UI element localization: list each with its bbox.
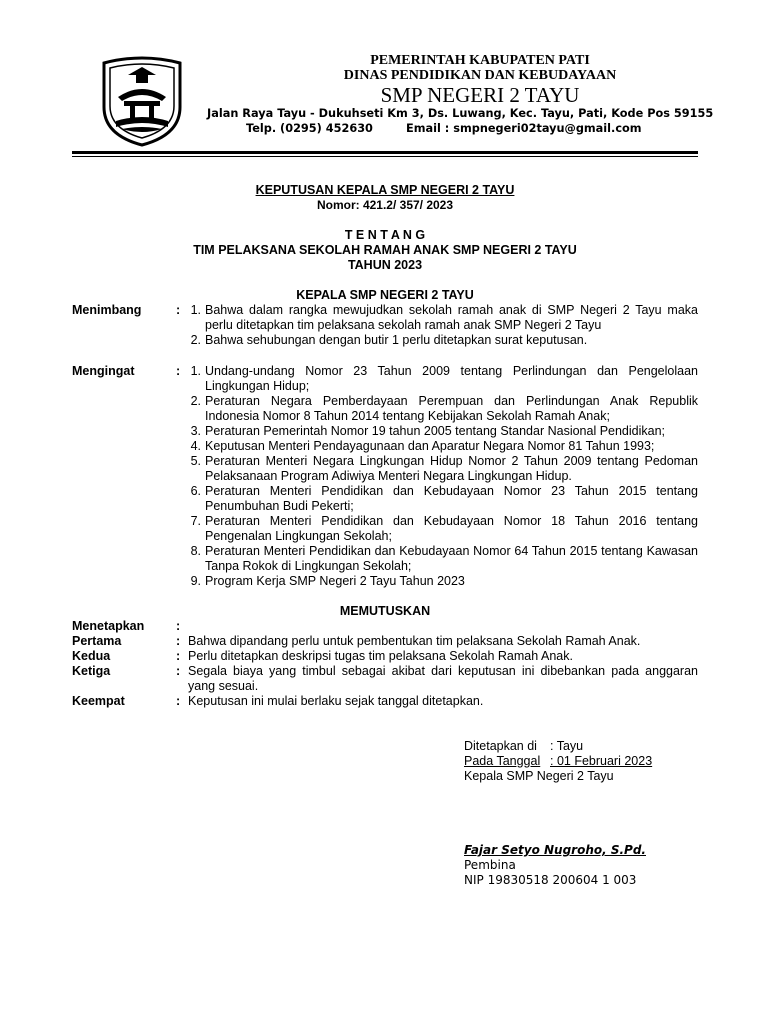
list-item: 1. Undang-undang Nomor 23 Tahun 2009 tentang Perlindungan dan Pengelolaan Lingkungan Hidup; [190, 364, 698, 393]
tentang-label: T E N T A N G [344, 228, 426, 242]
signature-place-value: : Tayu [550, 739, 584, 753]
menimbang-list [184, 303, 698, 348]
mengingat-label: Mengingat [72, 364, 135, 378]
decree-heading: KEPUTUSAN KEPALA SMP NEGERI 2 TAYU [255, 183, 515, 197]
menetapkan-colon: : [176, 619, 181, 633]
mengingat-colon: : [176, 364, 181, 378]
pertama-label: Pertama [72, 634, 122, 648]
signatory-rank: Pembina [464, 858, 516, 872]
signature-place-label: Ditetapkan di [464, 739, 537, 753]
list-item: 4. Keputusan Menteri Pendayagunaan dan Aparatur Negara Nomor 81 Tahun 1993; [190, 439, 655, 453]
letterhead-school-name: SMP NEGERI 2 TAYU [380, 83, 580, 107]
letterhead-email: Email : smpnegeri02tayu@gmail.com [406, 122, 642, 135]
government-emblem [100, 55, 184, 147]
list-item: 1. Bahwa dalam rangka mewujudkan sekolah ramah anak di SMP Negeri 2 Tayu maka perlu ditetapkan tim pelaksana sekolah ramah anak SMP Negeri 2 Tayu [190, 303, 698, 332]
signatory-nip: NIP 19830518 200604 1 003 [464, 873, 637, 887]
pertama-colon: : [176, 634, 181, 648]
signature-date-label: Pada Tanggal [464, 754, 541, 768]
kedua-colon: : [176, 649, 181, 663]
list-item: 5. Peraturan Menteri Negara Lingkungan Hidup Nomor 2 Tahun 2009 tentang Pedoman Pelaksanaan Program Adiwiya Menteri Negara Lingkungan Hidup. [190, 454, 698, 483]
mengingat-list [184, 364, 698, 589]
menimbang-label: Menimbang [72, 303, 142, 317]
letterhead-divider-thin [72, 156, 698, 157]
decree-number: Nomor: 421.2/ 357/ 2023 [316, 198, 454, 212]
keempat-colon: : [176, 694, 181, 708]
list-item: 3. Peraturan Pemerintah Nomor 19 tahun 2005 tentang Standar Nasional Pendidikan; [190, 424, 666, 438]
list-item: 2. Bahwa sehubungan dengan butir 1 perlu ditetapkan surat keputusan. [190, 333, 588, 347]
list-item: 7. Peraturan Menteri Pendidikan dan Kebudayaan Nomor 18 Tahun 2016 tentang Pengenalan Lingkungan Sekolah; [190, 514, 698, 543]
signature-date-value: : 01 Februari 2023 [550, 754, 653, 768]
decree-issuer: KEPALA SMP NEGERI 2 TAYU [296, 288, 474, 302]
list-item: 8. Peraturan Menteri Pendidikan dan Kebudayaan Nomor 64 Tahun 2015 tentang Kawasan Tanpa Rokok di Lingkungan Sekolah; [190, 544, 698, 573]
pertama-text: Bahwa dipandang perlu untuk pembentukan tim pelaksana Sekolah Ramah Anak. [188, 634, 641, 648]
signatory-name: Fajar Setyo Nugroho, S.Pd. [464, 843, 646, 857]
list-item: 2. Peraturan Negara Pemberdayaan Perempuan dan Perlindungan Anak Republik Indonesia Nomor 8 Tahun 2014 tentang Kebijakan Sekolah Ramah Anak; [190, 394, 698, 423]
letterhead-department: DINAS PENDIDIKAN DAN KEBUDAYAAN [343, 68, 617, 83]
menetapkan-label: Menetapkan [72, 619, 145, 633]
ketiga-colon: : [176, 664, 181, 678]
decree-subject-line2: TAHUN 2023 [347, 258, 423, 272]
keempat-label: Keempat [72, 694, 125, 708]
kedua-label: Kedua [72, 649, 111, 663]
list-item: 6. Peraturan Menteri Pendidikan dan Kebudayaan Nomor 23 Tahun 2015 tentang Penumbuhan Budi Pekerti; [190, 484, 698, 513]
signature-position: Kepala SMP Negeri 2 Tayu [464, 769, 614, 783]
letterhead-phone: Telp. (0295) 452630 [246, 122, 373, 135]
letterhead-address: Jalan Raya Tayu - Dukuhseti Km 3, Ds. Luwang, Kec. Tayu, Pati, Kode Pos 59155 [207, 107, 714, 120]
keempat-text: Keputusan ini mulai berlaku sejak tanggal ditetapkan. [188, 694, 484, 708]
ketiga-text: Segala biaya yang timbul sebagai akibat dari keputusan ini dibebankan pada anggaran yang sesuai. [188, 664, 698, 693]
decree-subject-line1: TIM PELAKSANA SEKOLAH RAMAH ANAK SMP NEGERI 2 TAYU [193, 243, 577, 257]
list-item: 9. Program Kerja SMP Negeri 2 Tayu Tahun 2023 [190, 574, 465, 588]
letterhead-government: PEMERINTAH KABUPATEN PATI [370, 53, 590, 68]
memutuskan-heading: MEMUTUSKAN [339, 604, 431, 618]
ketiga-label: Ketiga [72, 664, 111, 678]
menimbang-colon: : [176, 303, 181, 317]
letterhead-divider-thick [72, 151, 698, 154]
kedua-text: Perlu ditetapkan deskripsi tugas tim pelaksana Sekolah Ramah Anak. [188, 649, 573, 663]
